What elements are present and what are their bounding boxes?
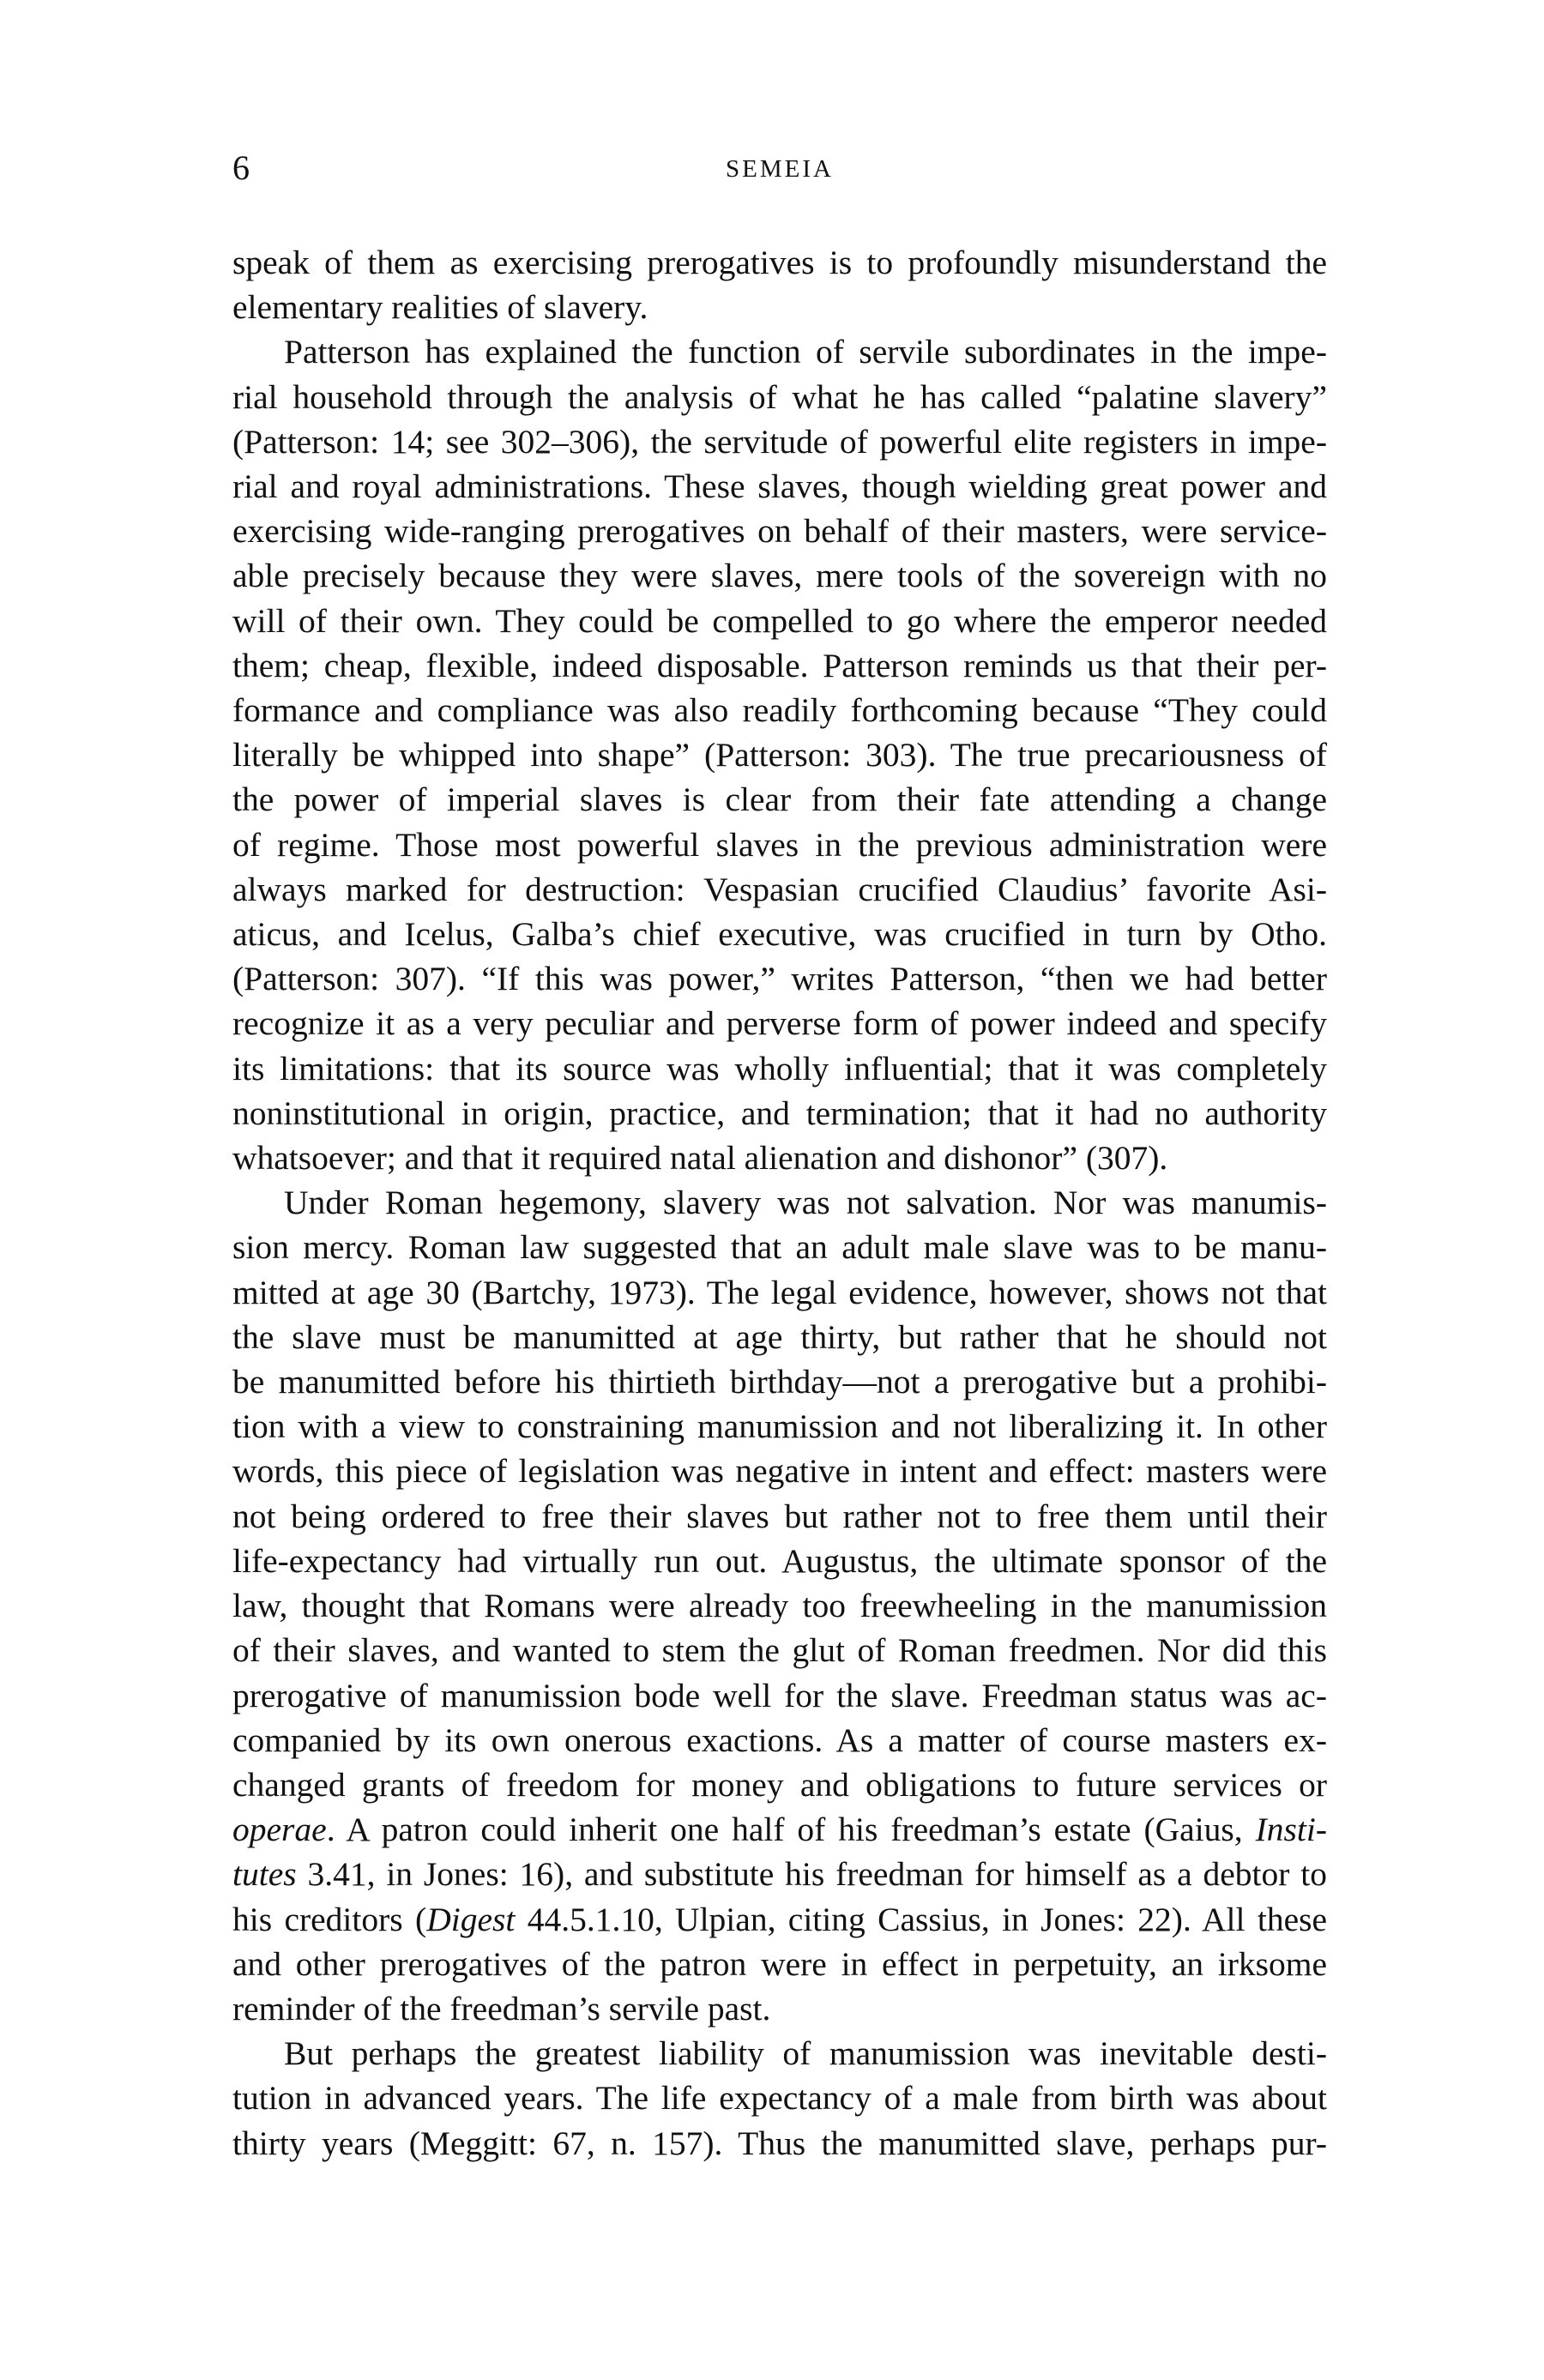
text-line: aticus, and Icelus, Galba’s chief executive, was crucified in turn by Otho. — [232, 915, 1327, 954]
text-line: noninstitutional in origin, practice, and termination; that it had no authority — [232, 1094, 1327, 1132]
text-line: (Patterson: 307). “If this was power,” writes Patterson, “then we had better — [232, 960, 1327, 998]
text-line: But perhaps the greatest liability of manumission was inevitable desti- — [284, 2034, 1327, 2073]
text-line: always marked for destruction: Vespasian crucified Claudius’ favorite Asi- — [232, 870, 1327, 908]
text-line: able precisely because they were slaves, mere tools of the sovereign with no — [232, 557, 1327, 595]
text-line: tion with a view to constraining manumission and not liberalizing it. In other — [232, 1407, 1327, 1446]
text-line: tutes 3.41, in Jones: 16), and substitute his freedman for himself as a debtor to — [232, 1855, 1327, 1894]
text-line: literally be whipped into shape” (Patterson: 303). The true precariousness of — [232, 736, 1327, 774]
text-line: tution in advanced years. The life expectancy of a male from birth was about — [232, 2079, 1327, 2118]
text-line: them; cheap, flexible, indeed disposable. Patterson reminds us that their per- — [232, 646, 1327, 684]
text-line: whatsoever; and that it required natal alienation and dishonor” (307). — [232, 1139, 1168, 1178]
text-line: elementary realities of slavery. — [232, 288, 648, 327]
text-line: Under Roman hegemony, slavery was not salvation. Nor was manumis- — [284, 1184, 1327, 1222]
text-line: be manumitted before his thirtieth birthday—not a prerogative but a prohibi- — [232, 1363, 1327, 1401]
text-line: life-expectancy had virtually run out. Augustus, the ultimate sponsor of the — [232, 1541, 1327, 1580]
text-line: speak of them as exercising prerogatives is to profoundly misunderstand the — [232, 244, 1327, 281]
text-line: the power of imperial slaves is clear from their fate attending a change — [232, 780, 1327, 819]
text-line: formance and compliance was also readily forthcoming because “They could — [232, 691, 1327, 730]
text-line: of regime. Those most powerful slaves in the previous administration were — [232, 825, 1327, 864]
text-line: thirty years (Meggitt: 67, n. 157). Thus the manumitted slave, perhaps pur- — [232, 2124, 1327, 2162]
text-line: and other prerogatives of the patron were in effect in perpetuity, an irksome — [232, 1944, 1327, 1983]
text-line: changed grants of freedom for money and obligations to future services or — [232, 1765, 1327, 1804]
text-line: recognize it as a very peculiar and perverse form of power indeed and specify — [232, 1004, 1327, 1043]
paragraph — [232, 240, 1327, 329]
paragraph — [232, 329, 1327, 1180]
text-line: rial household through the analysis of what he has called “palatine slavery” — [232, 377, 1327, 416]
text-line: (Patterson: 14; see 302–306), the servitude of powerful elite registers in impe- — [232, 422, 1327, 461]
text-line: mitted at age 30 (Bartchy, 1973). The legal evidence, however, shows not that — [232, 1273, 1327, 1311]
text-line: the slave must be manumitted at age thirty, but rather that he should not — [232, 1317, 1327, 1356]
text-line: reminder of the freedman’s servile past. — [232, 1989, 771, 2028]
paragraph — [232, 1180, 1327, 2031]
text-line: his creditors (Digest 44.5.1.10, Ulpian, citing Cassius, in Jones: 22). All these — [232, 1900, 1328, 1938]
text-line: exercising wide-ranging prerogatives on behalf of their masters, were service- — [232, 512, 1327, 551]
text-line: of their slaves, and wanted to stem the glut of Roman freedmen. Nor did this — [232, 1631, 1327, 1670]
text-line: Patterson has explained the function of servile subordinates in the impe- — [284, 333, 1327, 371]
text-line: will of their own. They could be compelled to go where the emperor needed — [232, 601, 1327, 640]
body-text — [232, 240, 1327, 2166]
text-line: words, this piece of legislation was negative in intent and effect: masters were — [232, 1452, 1327, 1491]
text-line: companied by its own onerous exactions. As a matter of course masters ex- — [232, 1720, 1327, 1759]
paragraph — [232, 2031, 1327, 2166]
text-line: sion mercy. Roman law suggested that an adult male slave was to be manu- — [232, 1228, 1327, 1267]
text-line: its limitations: that its source was wholly influential; that it was completely — [232, 1049, 1327, 1088]
text-line: law, thought that Romans were already too freewheeling in the manumission — [232, 1587, 1327, 1625]
page-number: 6 — [232, 148, 250, 187]
text-line: operae. A patron could inherit one half of his freedman’s estate (Gaius, Insti- — [232, 1811, 1327, 1849]
text-line: not being ordered to free their slaves but rather not to free them until their — [232, 1497, 1327, 1535]
page-header — [232, 148, 1327, 202]
text-line: rial and royal administrations. These slaves, though wielding great power and — [232, 467, 1327, 506]
text-line: prerogative of manumission bode well for the slave. Freedman status was ac- — [232, 1676, 1327, 1714]
running-head: SEMEIA — [726, 155, 834, 183]
